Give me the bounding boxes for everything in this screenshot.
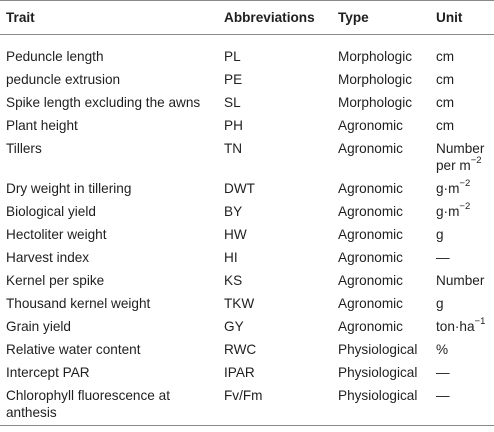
unit-text: cm [436,72,455,87]
trait-cell: Thousand kernel weight [6,296,151,311]
abbreviation-cell: DWT [224,181,255,196]
trait-cell: Kernel per spike [6,273,105,288]
abbreviation-cell: PE [224,72,243,87]
unit-text: Number [436,273,485,288]
type-cell: Agronomic [338,227,403,242]
table-row [0,68,494,91]
unit-text: — [436,365,450,380]
table-body [0,35,494,426]
abbreviation-cell: SL [224,95,241,110]
unit-cell [430,114,494,137]
table-row [0,35,494,69]
unit-cell [430,223,494,246]
type-cell: Agronomic [338,296,403,311]
unit-cell [430,361,494,384]
unit-text: % [436,342,449,357]
type-cell: Agronomic [338,118,403,133]
trait-cell: Chlorophyll fluorescence at anthesis [0,384,218,426]
table-row [0,338,494,361]
header-type: Type [332,1,430,35]
trait-cell: Relative water content [6,342,141,357]
unit-cell [430,338,494,361]
header-unit: Unit [430,1,494,35]
type-cell: Morphologic [338,49,413,64]
table-row [0,91,494,114]
unit-exponent: −2 [470,155,482,167]
unit-text: g·m [436,181,460,196]
trait-cell: peduncle extrusion [6,72,121,87]
type-cell: Morphologic [338,72,413,87]
trait-cell: Peduncle length [6,49,104,64]
unit-cell [430,91,494,114]
header-row [0,1,494,35]
unit-text: g·m [436,204,460,219]
abbreviation-cell: Fv/Fm [218,384,332,426]
type-cell: Agronomic [338,273,403,288]
unit-text: — [436,388,450,403]
trait-cell: Biological yield [6,204,96,219]
unit-cell [430,269,494,292]
trait-cell: Spike length excluding the awns [6,95,201,110]
table-row [0,292,494,315]
abbreviation-cell: HI [224,250,238,265]
type-cell: Physiological [338,342,418,357]
unit-cell [430,246,494,269]
table-header [0,1,494,35]
table-row [0,114,494,137]
abbreviation-cell: TN [224,141,243,156]
unit-cell [430,292,494,315]
unit-exponent: −2 [459,178,471,190]
table-row [0,137,494,177]
table-row [0,269,494,292]
trait-cell: Plant height [6,118,78,133]
type-cell: Agronomic [338,181,403,196]
trait-cell: Grain yield [6,319,71,334]
table-row [0,315,494,338]
unit-text: cm [436,118,455,133]
header-trait: Trait [0,1,218,35]
abbreviation-cell: PH [224,118,243,133]
unit-exponent: −1 [474,316,486,328]
type-cell: Agronomic [338,319,403,334]
type-cell: Agronomic [338,141,403,156]
type-cell: Agronomic [338,204,403,219]
unit-cell [430,137,494,177]
unit-cell [430,68,494,91]
unit-text: cm [436,49,455,64]
unit-cell [430,177,494,200]
table-row [0,246,494,269]
abbreviation-cell: PL [224,49,241,64]
unit-text: g [436,227,444,242]
unit-text: g [436,296,444,311]
unit-text: ton·ha [436,319,475,334]
unit-text: — [436,250,450,265]
trait-cell: Dry weight in tillering [6,181,132,196]
abbreviation-cell: IPAR [224,365,255,380]
type-cell: Physiological [332,384,430,426]
trait-cell: Harvest index [6,250,90,265]
table-row [0,200,494,223]
header-abbreviations: Abbreviations [218,1,332,35]
trait-cell: Intercept PAR [6,365,90,380]
trait-cell: Hectoliter weight [6,227,107,242]
abbreviation-cell: BY [224,204,243,219]
type-cell: Agronomic [338,250,403,265]
trait-cell: Tillers [6,141,42,156]
type-cell: Physiological [338,365,418,380]
abbreviation-cell: TKW [224,296,255,311]
type-cell: Morphologic [338,95,413,110]
unit-exponent: −2 [459,201,471,213]
table-row [0,177,494,200]
abbreviation-cell: HW [224,227,247,242]
abbreviation-cell: GY [224,319,244,334]
unit-cell [430,35,494,69]
table-row [0,361,494,384]
unit-text: cm [436,95,455,110]
unit-cell [430,384,494,426]
table-row [0,223,494,246]
unit-text: Number per m [436,141,485,173]
unit-cell [430,200,494,223]
abbreviation-cell: RWC [224,342,257,357]
unit-cell [430,315,494,338]
table-row [0,384,494,426]
abbreviation-cell: KS [224,273,243,288]
